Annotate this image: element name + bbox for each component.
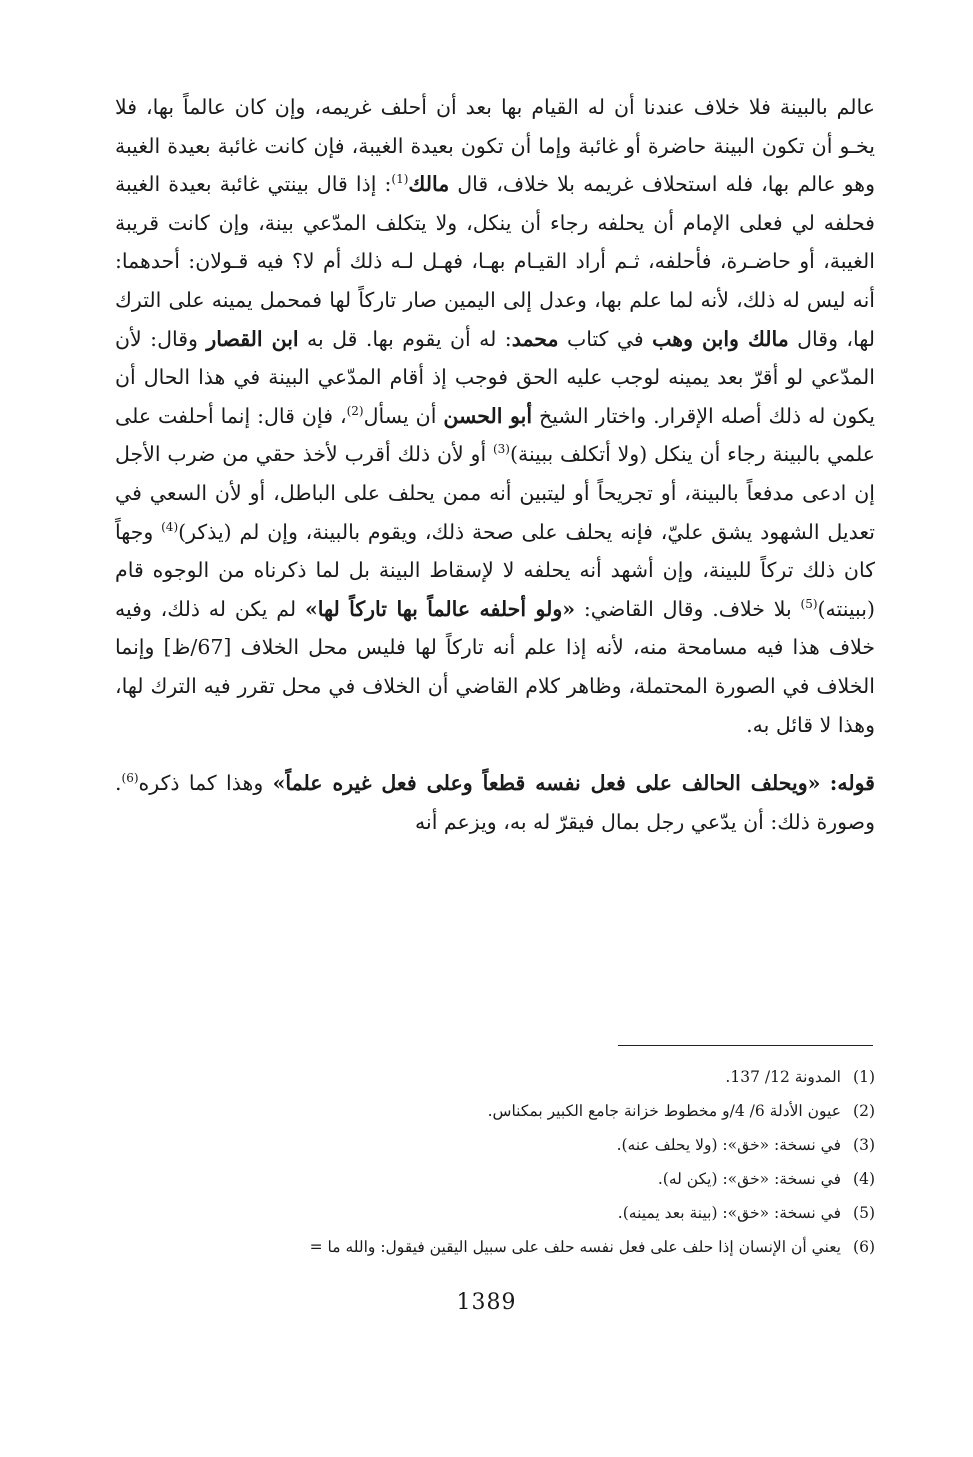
quoted-text-2: «ويحلف الحالف على فعل نفسه قطعاً وعلى فعل غيره علماً» — [272, 771, 821, 796]
quoted-text-1: «ولو أحلفه عالماً بها تاركاً لها» — [304, 596, 576, 621]
name-malik: مالك — [408, 172, 450, 197]
footnotes — [80, 1060, 875, 1264]
footnote-text: في نسخة: «خق»: (ولا يحلف عنه). — [616, 1136, 841, 1154]
footnote-ref-4: (4) — [161, 519, 179, 534]
paragraph-1 — [115, 88, 875, 744]
footnote-number: (5) — [853, 1204, 875, 1222]
text-run: وقال: لأن المدّعي لو أقرّ بعد يمينه لوجب عليه الحق فوجب إذ أقام المدّعي البينة في هذا الحال أن يكون له ذلك أصله الإقرار. واختار الشيخ — [115, 326, 875, 428]
qawluh-label: قوله: — [829, 771, 875, 796]
text-run: لم يكن له ذلك، وفيه خلاف هذا فيه مسامحة منه، لأنه إذا علم أنه تاركاً لها فليس محل الخلاف [67/ظ] وإنما الخلاف في الصورة المحتملة، وظاهر كلام القاضي أن الخلاف في محل تقرر فيه الترك لها، وهذا لا قائل به. — [115, 596, 875, 737]
page-number: 1389 — [456, 1290, 517, 1315]
footnote — [80, 1230, 875, 1264]
footnote — [80, 1060, 875, 1094]
footnote-text: في نسخة: «خق»: (يكن له). — [657, 1170, 841, 1188]
name-ibn-al-qassar: ابن القصار — [206, 326, 299, 351]
text-run: : له أن يقوم بها. قل به — [307, 326, 512, 351]
name-malik-ibn-wahb: مالك وابن وهب — [652, 326, 789, 351]
footnote-text: في نسخة: «خق»: (بينة بعد يمينه). — [617, 1204, 841, 1222]
main-text — [115, 88, 875, 841]
footnote-ref-6: (6) — [121, 771, 139, 786]
name-muhammad: محمد — [511, 326, 559, 351]
text-run: : إذا قال بينتي غائبة بعيدة الغيبة فحلفه لي فعلى الإمام أن يحلفه رجاء أن ينكل، ولا يتكلف المدّعي بينة، وإن كانت قريبة الغيبة، أو حاضـرة، فأحلفه، ثـم أراد القيـام بهـا، فهـل لـه ذلك أم لا؟ فيه قـولان: أحدهما: أنه ليس له ذلك، لأنه لما علم بها، وعدل إلى اليمين صار تاركاً لها فمحمل يمينه على الترك لها، وقال — [115, 172, 875, 351]
footnote-number: (6) — [853, 1238, 875, 1256]
paragraph-2 — [115, 764, 875, 841]
footnote-ref-1: (1) — [391, 172, 409, 187]
footnote — [80, 1196, 875, 1230]
footnote-ref-5: (5) — [800, 596, 818, 611]
footnote — [80, 1162, 875, 1196]
footnote-number: (2) — [853, 1102, 875, 1120]
text-run: عالم بالبينة فلا خلاف عندنا أن له القيام بها بعد أن أحلف غريمه، وإن كان عالماً بها، فلا يخـو أن تكون البينة حاضرة أو غائبة وإما أن تكون بعيدة الغيبة، فإن كانت غائبة بعيدة الغيبة وهو عالم بها، فله استحلاف غريمه بلا خلاف، قال — [115, 95, 875, 197]
footnote-number: (1) — [853, 1068, 875, 1086]
text-run: وهذا كما ذكره — [138, 771, 264, 796]
name-abu-al-hasan: أبو الحسن — [443, 403, 533, 428]
footnote-text: المدونة 12/ 137. — [725, 1068, 841, 1086]
footnote-text: عيون الأدلة 6/ 4/و مخطوط خزانة جامع الكبير بمكناس. — [487, 1102, 841, 1120]
footnote-number: (4) — [853, 1170, 875, 1188]
footnote — [80, 1094, 875, 1128]
text-run: أن يسأل — [363, 403, 437, 428]
footnote-text: يعني أن الإنسان إذا حلف على فعل نفسه حلف على سبيل اليقين فيقول: والله ما = — [309, 1238, 841, 1256]
text-run: أو لأن ذلك أقرب لأخذ حقي من ضرب الأجل إن ادعى مدفعاً بالبينة، أو تجريحاً أو ليتبين أنه ممن يحلف على الباطل، أو لأن السعي في تعديل الشهود يشق عليّ، فإنه يحلف على صحة ذلك، ويقوم بالبينة، وإن لم (يذكر) — [115, 442, 875, 544]
text-run: بلا خلاف. وقال القاضي: — [583, 596, 792, 621]
text-run: . وصورة ذلك: أن يدّعي رجل بمال فيقرّ له به، ويزعم أنه — [115, 771, 875, 834]
footnote-separator — [618, 1045, 873, 1046]
footnote — [80, 1128, 875, 1162]
footnote-ref-2: (2) — [346, 403, 364, 418]
text-run: وجهاً كان ذلك تركاً للبينة، وإن أشهد أنه يحلفه لا لإسقاط البينة بل لما ذكرناه من الوجوه قام (ببينته) — [115, 519, 875, 621]
text-run: ، فإن قال: إنما أحلفت على علمي بالبينة رجاء أن ينكل (ولا أتكلف ببينة) — [115, 403, 875, 467]
footnote-number: (3) — [853, 1136, 875, 1154]
footnote-ref-3: (3) — [492, 442, 510, 457]
text-run: في كتاب — [566, 326, 644, 351]
